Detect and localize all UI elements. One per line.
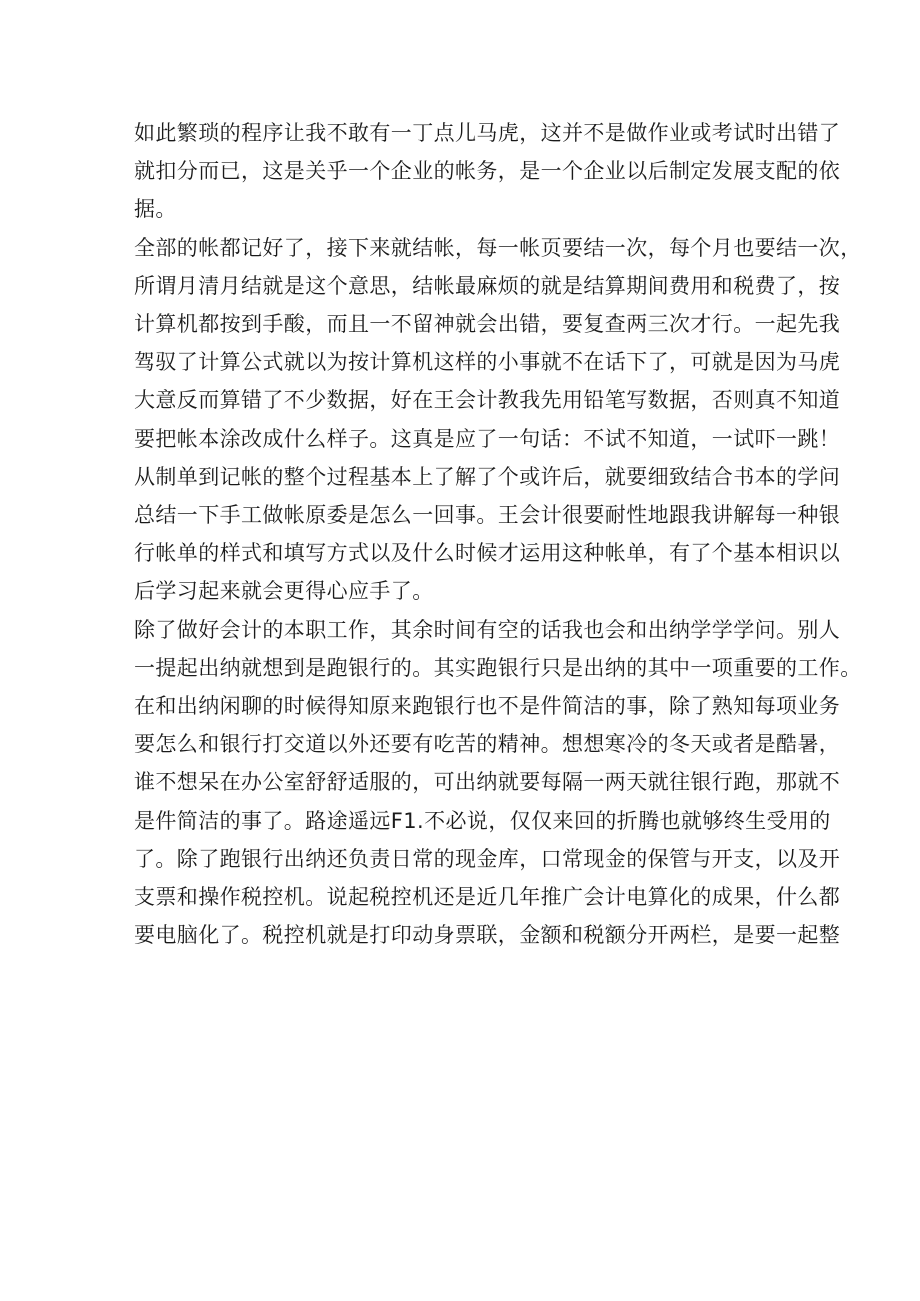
paragraph-1 (134, 114, 841, 229)
text-line: 就扣分而已，这是关乎一个企业的帐务，是一个企业以后制定发展支配的依 (134, 159, 841, 184)
text-line: 在和出纳闲聊的时候得知原来跑银行也不是件简洁的事，除了熟知每项业务 (134, 694, 841, 719)
text-line: 从制单到记帐的整个过程基本上了解了个或许后，就要细致结合书本的学问 (134, 464, 841, 489)
text-line: 谁不想呆在办公室舒舒适服的，可出纳就要每隔一两天就往银行跑，那就不 (134, 770, 841, 795)
text-line: 所谓月清月结就是这个意思，结帐最麻烦的就是结算期间费用和税费了，按 (134, 273, 841, 298)
text-line: 一提起出纳就想到是跑银行的。其实跑银行只是出纳的其中一项重要的工作。 (134, 655, 862, 680)
text-line: 大意反而算错了不少数据，好在王会计教我先用铅笔写数据，否则真不知道 (134, 388, 841, 413)
text-line: 除了做好会计的本职工作，其余时间有空的话我也会和出纳学学学问。别人 (134, 617, 841, 642)
text-line: 要电脑化了。税控机就是打印动身票联，金额和税额分开两栏，是要一起整 (134, 923, 841, 948)
text-line: 如此繁琐的程序让我不敢有一丁点儿马虎，这并不是做作业或考试时出错了 (134, 121, 841, 145)
text-line: 全部的帐都记好了，接下来就结帐，每一帐页要结一次，每个月也要结一次， (134, 235, 862, 260)
text-line: 计算机都按到手酸，而且一不留神就会出错，要复查两三次才行。一起先我 (134, 312, 841, 337)
paragraph-3 (134, 611, 862, 955)
text-line: 行帐单的样式和填写方式以及什么时候才运用这种帐单，有了个基本相识以 (134, 541, 841, 566)
text-line: 了。除了跑银行出纳还负责日常的现金库，口常现金的保管与开支，以及开 (134, 846, 841, 871)
text-line: 据。 (134, 197, 177, 222)
text-line: 要把帐本涂改成什么样子。这真是应了一句话：不试不知道，一试吓一跳！ (134, 426, 841, 451)
text-line: 是件简洁的事了。路途遥远F1.不必说，仅仅来回的折腾也就够终生受用的 (134, 808, 831, 833)
text-line: 总结一下手工做帐原委是怎么一回事。王会计很要耐性地跟我讲解每一种银 (134, 503, 841, 528)
paragraph-2 (134, 229, 862, 611)
text-line: 支票和操作税控机。说起税控机还是近几年推广会计电算化的成果，什么都 (134, 885, 841, 910)
body-text (134, 114, 862, 954)
text-line: 后学习起来就会更得心应手了。 (134, 579, 434, 604)
text-line: 要怎么和银行打交道以外还要有吃苦的精神。想想寒冷的冬天或者是酷暑， (134, 732, 841, 757)
text-line: 驾驭了计算公式就以为按计算机这样的小事就不在话下了，可就是因为马虎 (134, 350, 841, 375)
